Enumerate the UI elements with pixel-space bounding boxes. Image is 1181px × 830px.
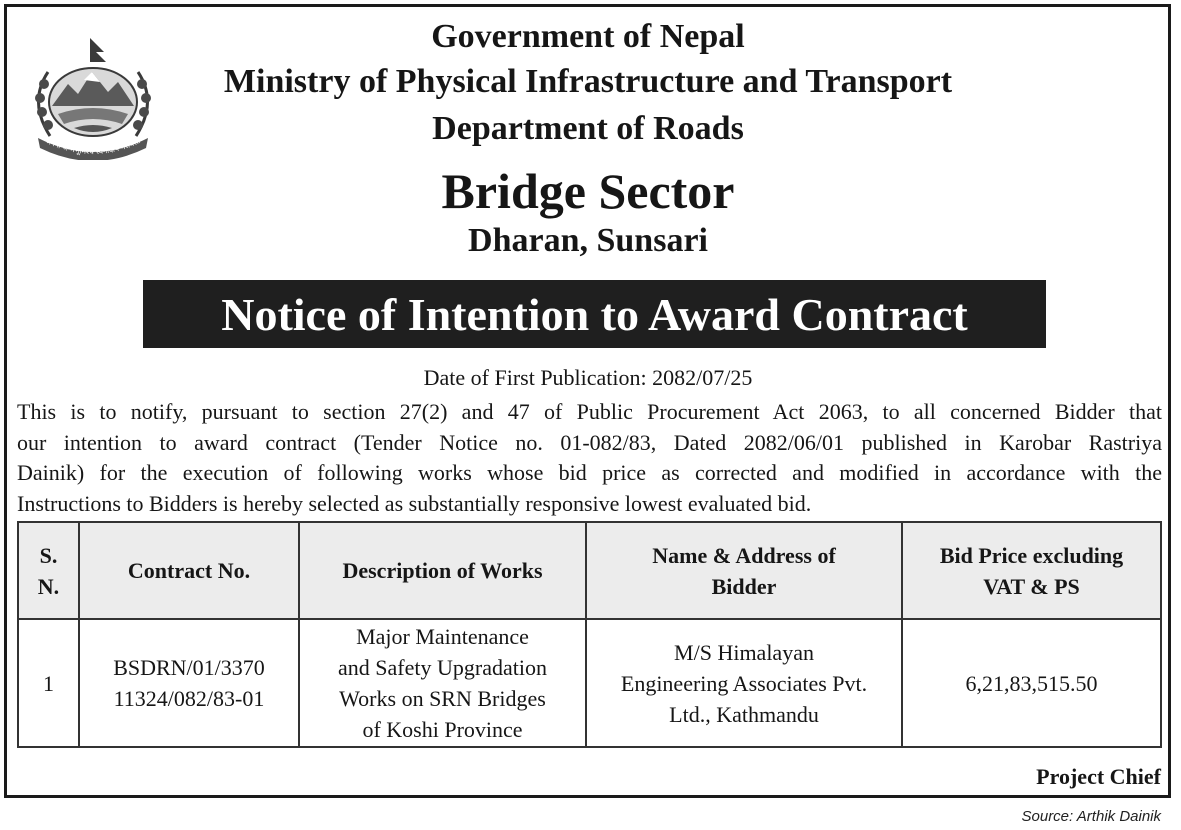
header-contract-no: Contract No. <box>79 522 299 619</box>
cell-sn: 1 <box>18 619 79 747</box>
notice-body <box>17 397 1162 519</box>
notice-title-banner <box>143 280 1046 348</box>
cell-bidder: M/S Himalayan Engineering Associates Pvt. Ltd., Kathmandu <box>586 619 902 747</box>
header-description: Description of Works <box>299 522 586 619</box>
table-header-row <box>18 522 1161 619</box>
notice-body-line: our intention to award contract (Tender Notice no. 01-082/83, Dated 2082/06/01 published in Karobar Rastriya <box>17 429 1162 455</box>
table-row <box>18 619 1161 747</box>
department-title: Department of Roads <box>432 110 744 147</box>
office-location: Dharan, Sunsari <box>468 222 708 259</box>
cell-bid-price: 6,21,83,515.50 <box>902 619 1161 747</box>
government-title: Government of Nepal <box>431 18 745 55</box>
signatory: Project Chief <box>1036 764 1161 789</box>
header-bid-price: Bid Price excluding VAT & PS <box>902 522 1161 619</box>
source-credit: Source: Arthik Dainik <box>1021 808 1161 825</box>
notice-body-line: Instructions to Bidders is hereby selected as substantially responsive lowest evaluated bid. <box>17 490 812 516</box>
sector-title: Bridge Sector <box>441 163 735 219</box>
publication-date: Date of First Publication: 2082/07/25 <box>423 365 753 390</box>
notice-body-line: This is to notify, pursuant to section 27(2) and 47 of Public Procurement Act 2063, to all concerned Bidder that <box>17 399 1162 424</box>
ministry-title: Ministry of Physical Infrastructure and Transport <box>223 63 953 100</box>
award-table <box>17 521 1162 748</box>
notice-body-line: Dainik) for the execution of following works whose bid price as corrected and modified in accordance with the <box>17 460 1162 485</box>
cell-description: Major Maintenance and Safety Upgradation Works on SRN Bridges of Koshi Province <box>299 619 586 747</box>
cell-contract-no: BSDRN/01/3370 11324/082/83-01 <box>79 619 299 747</box>
notice-title: Notice of Intention to Award Contract <box>221 288 968 340</box>
header-sn: S. N. <box>18 522 79 619</box>
header-bidder: Name & Address of Bidder <box>586 522 902 619</box>
emblem-motto: जननी जन्मभूमिश्च स्वर्गादपि गरीयसी <box>44 136 142 157</box>
